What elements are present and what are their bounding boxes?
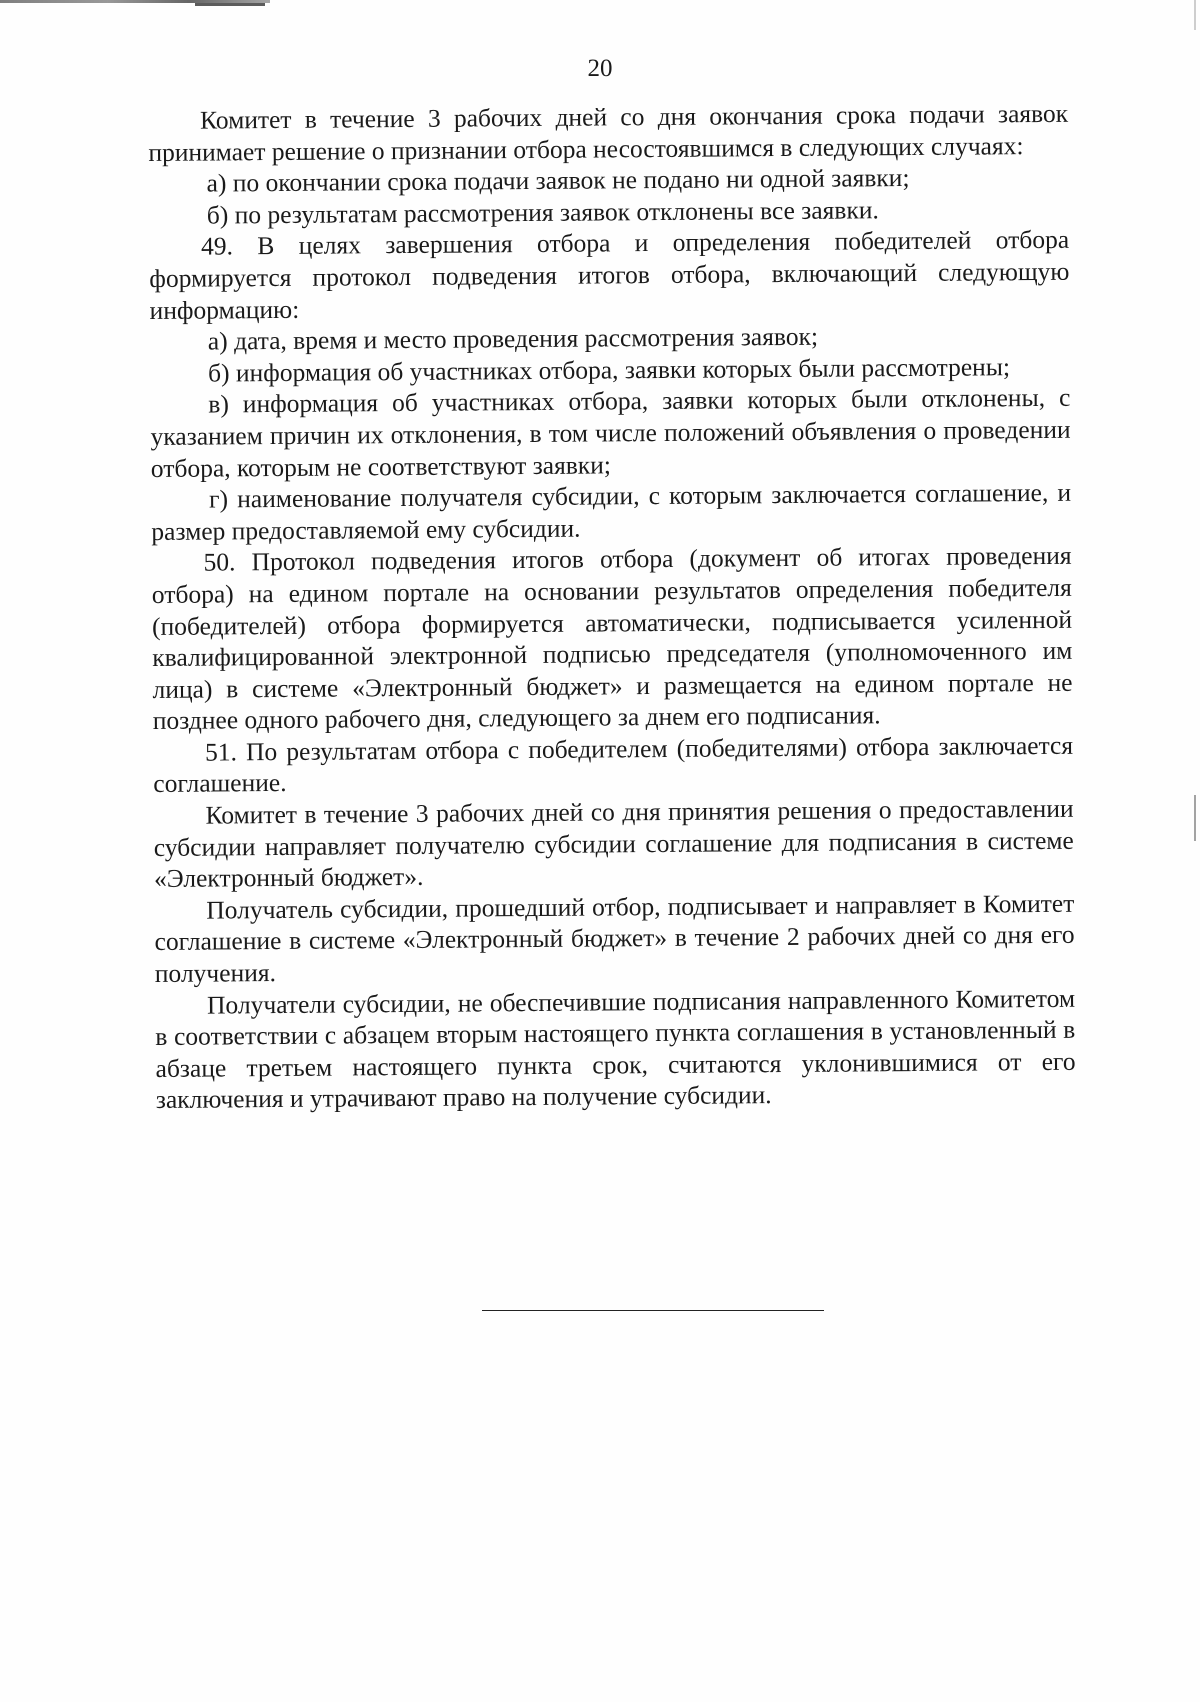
document-body <box>148 98 1076 1116</box>
paragraph-51: 51. По результатам отбора с победителем (победителями) отбора заключается соглашение. <box>153 730 1074 799</box>
list-item-g-recipient-name: г) наименование получателя субсидии, с которым заключается соглашение, и размер предоставляемой ему субсидии. <box>151 477 1072 546</box>
scan-artifact-top-dark <box>195 3 265 6</box>
paragraph-committee-sends-agreement: Комитет в течение 3 рабочих дней со дня принятия решения о предоставлении субсидии направляет получателю субсидии соглашение для подписания в системе «Электронный бюджет». <box>153 793 1074 894</box>
page-number: 20 <box>587 55 613 82</box>
list-item-v-participants-rejected: в) информация об участниках отбора, заявки которых были отклонены, с указанием причин их отклонения, в том числе положений объявления о проведении отбора, которым не соответствуют заявки; <box>150 383 1071 483</box>
list-item-b-participants-reviewed: б) информация об участниках отбора, заявки которых были рассмотрены; <box>207 351 1011 388</box>
list-item-a-date-time-place: а) дата, время и место проведения рассмотрения заявок; <box>207 321 819 356</box>
scan-artifact-right-top <box>1194 0 1196 30</box>
paragraph-recipients-evaded: Получатели субсидии, не обеспечившие подписания направленного Комитетом в соответствии с абзацем вторым настоящего пункта соглашения в установленный в абзаце третьем настоящего пункта срок, считаются уклонившимися от его заключения и утрачивают право на получение субсидии. <box>155 983 1076 1115</box>
paragraph-49: 49. В целях завершения отбора и определения победителей отбора формируется протокол подведения итогов отбора, включающий следующую информацию: <box>149 225 1070 325</box>
end-divider-line <box>482 1310 824 1311</box>
list-item-b-all-rejected: б) по результатам рассмотрения заявок отклонены все заявки. <box>206 195 879 230</box>
paragraph-recipient-signs: Получатель субсидии, прошедший отбор, подписывает и направляет в Комитет соглашение в системе «Электронный бюджет» в течение 2 рабочих дней со дня его получения. <box>154 888 1075 989</box>
scan-artifact-right <box>1194 795 1196 841</box>
list-item-a-no-applications: а) по окончании срока подачи заявок не подано ни одной заявки; <box>206 163 910 198</box>
paragraph-50: 50. Протокол подведения итогов отбора (документ об итогах проведения отбора) на едином портале на основании результатов определения победителя (победителей) отбора формируется автоматически, подписывается усиленной квалифицированной электронной подписью председателя (уполномоченного им лица) в системе «Электронный бюджет» и размещается на едином портале не позднее одного рабочего дня, следующего за днем его подписания. <box>151 541 1073 736</box>
paragraph-committee-decision: Комитет в течение 3 рабочих дней со дня окончания срока подачи заявок принимает решение о признании отбора несостоявшимся в следующих случаях: <box>148 98 1069 167</box>
